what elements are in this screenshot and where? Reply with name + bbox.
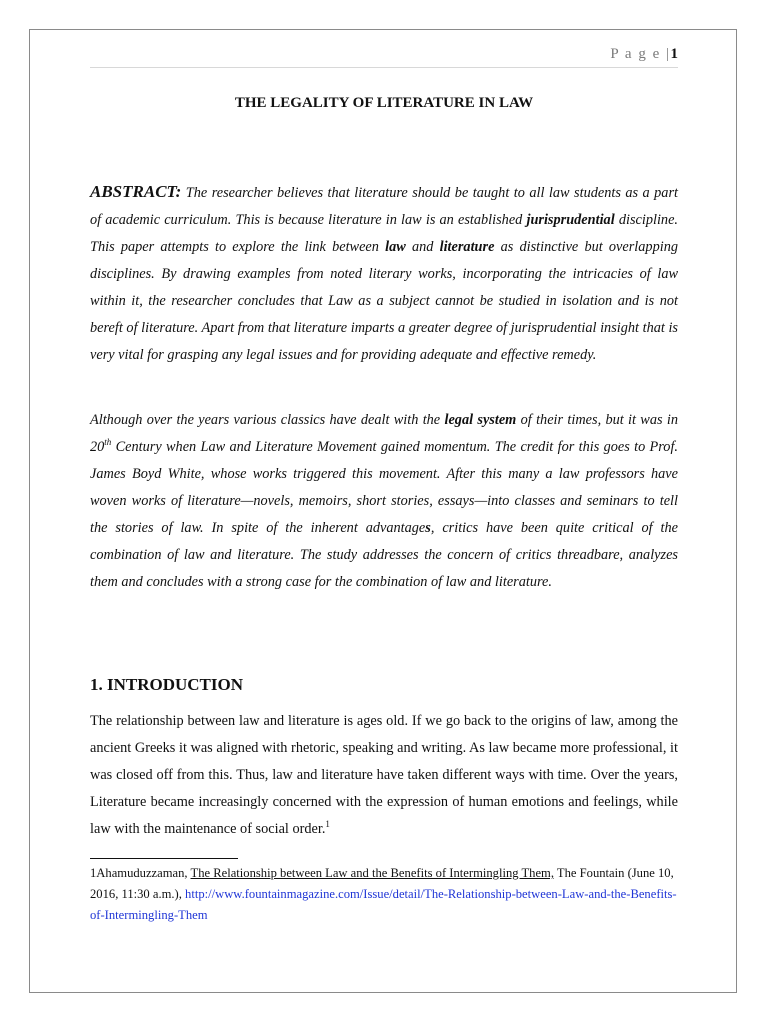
abstract-text: and [405, 239, 440, 255]
abstract-label: ABSTRACT: [90, 182, 182, 201]
footnote-divider [90, 858, 238, 859]
abstract-text: Although over the years various classics have dealt with the [90, 412, 445, 428]
document-title: THE LEGALITY OF LITERATURE IN LAW [234, 95, 534, 111]
introduction-paragraph [90, 708, 678, 843]
abstract-emphasis-legal-system: legal system [444, 412, 517, 428]
page-label: P a g e | [610, 46, 671, 62]
footnote-article-title: The Relationship between Law and the Benefits of Intermingling Them, [190, 866, 554, 880]
abstract-text: discipline. This paper attempts to explore the link between [90, 212, 678, 255]
footnote-source: The Fountain (June 10, 2016, 11:30 a.m.), [90, 866, 674, 901]
abstract-emphasis-literature: literature [439, 239, 495, 255]
page-number: 1 [670, 46, 678, 62]
abstract-text: as distinctive but overlapping disciplines. By drawing examples from noted literary works, incorporating the intricacies of law within it, the researcher concludes that Law as a subject cannot be studied in isolation and is not bereft of literature. Apart from that literature imparts a greater degree of jurisprudential insight that is very vital for grasping any legal issues and for providing adequate and effective remedy. [90, 239, 678, 363]
introduction-text: The relationship between law and literature is ages old. If we go back to the origins of law, among the ancient Greeks it was aligned with rhetoric, speaking and writing. As law became more professional, it was closed off from this. Thus, law and literature have taken different ways with time. Over the years, Literature became increasingly concerned with the expression of human emotions and feelings, while law with the maintenance of social order. [90, 713, 678, 837]
ordinal-superscript: th [104, 437, 112, 448]
abstract-emphasis-law: law [385, 239, 406, 255]
footnote-url-link[interactable]: http://www.fountainmagazine.com/Issue/detail/The-Relationship-between-Law-and-the-Benefits-of-Intermingling-Them [90, 887, 677, 922]
footnote-author: 1Ahamuduzzaman, [90, 866, 191, 880]
abstract-paragraph-1 [90, 178, 678, 369]
abstract-text: Century when Law and Literature Movement gained momentum. The credit for this goes to Prof. James Boyd White, whose works triggered this movement. After this many a law professors have woven works of literature—novels, memoirs, short stories, essays—into classes and seminars to tell the stories of law. In spite of the inherent advantage [90, 439, 678, 536]
abstract-emphasis-s: s [425, 520, 431, 536]
footnote-reference[interactable]: 1 [325, 819, 330, 830]
page-header [610, 46, 678, 63]
abstract-emphasis-jurisprudential: jurisprudential [526, 212, 615, 228]
section-heading-introduction: 1. INTRODUCTION [90, 675, 244, 694]
header-divider [90, 67, 678, 68]
abstract-text: of their times, but it was in 20 [90, 412, 678, 455]
abstract-text: The researcher believes that literature should be taught to all law students as a part of academic curriculum. This is because literature in law is an established [90, 185, 678, 228]
abstract-text: , critics have been quite critical of the combination of law and literature. The study addresses the concern of critics threadbare, analyzes them and concludes with a strong case for the combination of law and literature. [90, 520, 678, 590]
footnote [90, 863, 678, 926]
abstract-paragraph-2 [90, 407, 678, 596]
